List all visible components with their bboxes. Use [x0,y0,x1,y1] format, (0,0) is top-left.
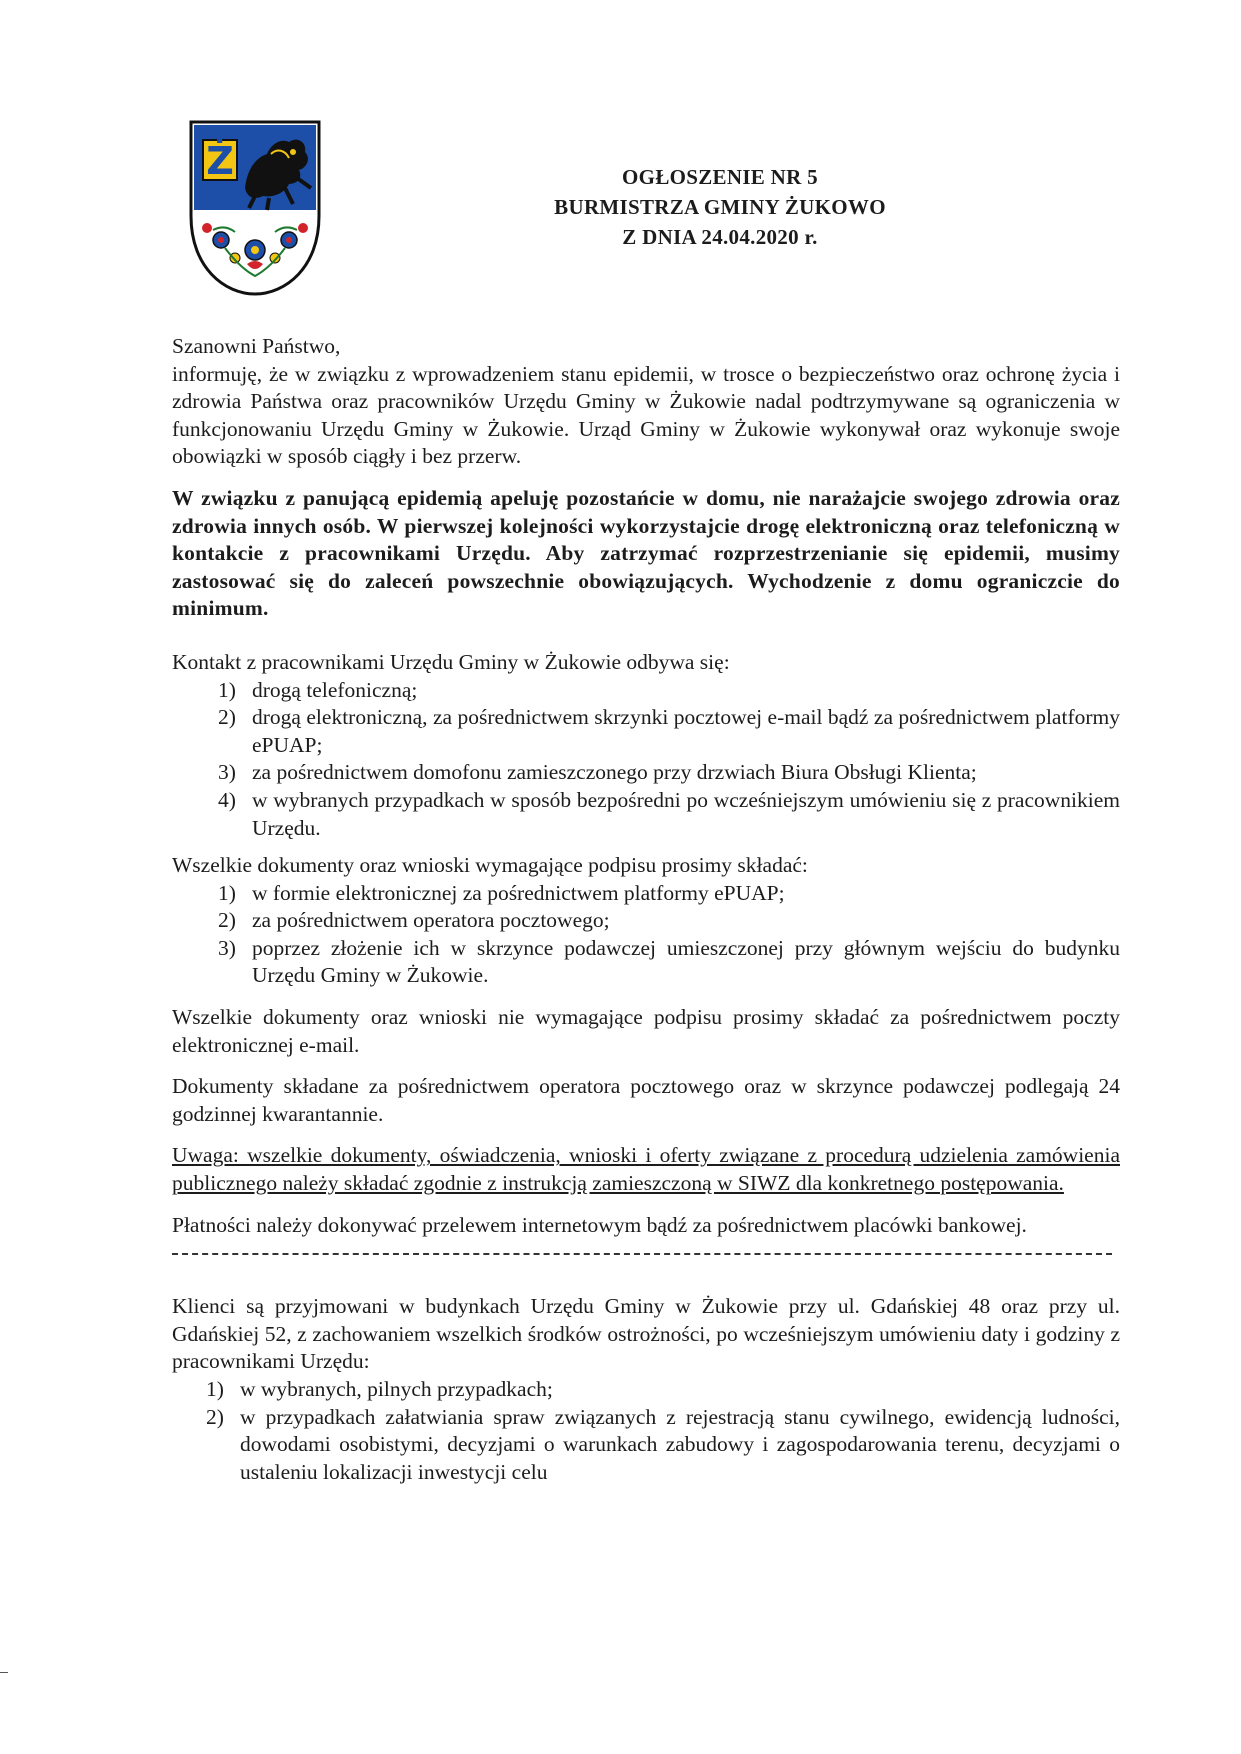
list-item [172,907,1120,935]
documents-section [172,852,1120,990]
announcement-header [470,162,970,252]
list-item [172,787,1120,842]
list-item [172,677,1120,705]
list-item [172,759,1120,787]
list-number: 1) [206,1377,224,1401]
list-text: w wybranych, pilnych przypadkach; [240,1377,553,1401]
scan-margin-mark [0,1672,8,1673]
list-number: 2) [218,908,236,933]
list-item [172,1376,1120,1404]
salutation: Szanowni Państwo, [172,334,341,358]
list-item [172,704,1120,759]
intro-paragraph: informuję, że w związku z wprowadzeniem stanu epidemii, w trosce o bezpieczeństwo oraz ochronę życia i zdrowia Państwa oraz pracowników Urzędu Gminy w Żukowie nadal podtrzymywane są ograniczenia w funkcjonowaniu Urzędu Gminy w Żukowie. Urząd Gminy w Żukowie wykonywał oraz wykonuje swoje obowiązki w sposób ciągły i bez przerw. [172,361,1120,469]
list-number: 1) [218,880,236,905]
header-line-2: BURMISTRZA GMINY ŻUKOWO [554,195,886,219]
quarantine-paragraph: Dokumenty składane za pośrednictwem operatora pocztowego oraz w skrzynce podawczej podlegają 24 godzinnej kwarantannie. [172,1074,1120,1126]
list-text: w przypadkach załatwiania spraw związanych z rejestracją stanu cywilnego, ewidencją ludności, dowodami osobistymi, decyzjami o warunkach zabudowy i zagospodarowania terenu, decyzjami o ustaleniu lokalizacji inwestycji celu [240,1404,1120,1484]
svg-text:Ż: Ż [206,139,234,183]
header-line-3: Z DNIA 24.04.2020 r. [622,225,818,249]
list-number: 3) [218,935,236,960]
clients-paragraph: Klienci są przyjmowani w budynkach Urzędu Gminy w Żukowie przy ul. Gdańskiej 48 oraz przy ul. Gdańskiej 52, z zachowaniem wszelkich środków ostrożności, po wcześniejszym umówieniu daty i godziny z pracownikami Urzędu: [172,1294,1120,1374]
payments-paragraph: Płatności należy dokonywać przelewem internetowym bądź za pośrednictwem placówki bankowej. [172,1212,1027,1237]
list-item [172,880,1120,908]
document-body [172,333,1120,1486]
contact-heading: Kontakt z pracownikami Urzędu Gminy w Żukowie odbywa się: [172,649,730,674]
documents-heading: Wszelkie dokumenty oraz wnioski wymagające podpisu prosimy składać: [172,853,808,878]
attention-paragraph: Uwaga: wszelkie dokumenty, oświadczenia, wnioski i oferty związane z procedurą udzielenia zamówienia publicznego należy składać zgodnie z instrukcją zamieszczoną w SIWZ dla konkretnego postępowania. [172,1143,1120,1196]
header-line-1: OGŁOSZENIE NR 5 [622,165,818,189]
contact-section [172,649,1120,842]
contact-list [172,677,1120,843]
no-signature-paragraph: Wszelkie dokumenty oraz wnioski nie wymagające podpisu prosimy składać za pośrednictwem poczty elektronicznej e-mail. [172,1005,1120,1057]
list-number: 4) [218,787,236,812]
list-text: drogą telefoniczną; [252,677,418,702]
dashed-divider [172,1253,1112,1255]
coat-of-arms-icon [185,118,325,298]
list-text: w wybranych przypadkach w sposób bezpośredni po wcześniejszym umówieniu się z pracownikiem Urzędu. [252,787,1120,840]
documents-list [172,880,1120,990]
list-number: 2) [206,1404,224,1429]
list-text: za pośrednictwem operatora pocztowego; [252,908,610,933]
list-item [172,1404,1120,1487]
list-item [172,935,1120,990]
list-text: poprzez złożenie ich w skrzynce podawczej umieszczonej przy głównym wejściu do budynku Urzędu Gminy w Żukowie. [252,935,1120,988]
list-number: 1) [218,677,236,702]
list-number: 3) [218,760,236,785]
list-text: drogą elektroniczną, za pośrednictwem skrzynki pocztowej e-mail bądź za pośrednictwem platformy ePUAP; [252,705,1120,757]
list-text: w formie elektronicznej za pośrednictwem platformy ePUAP; [252,880,785,905]
list-text: za pośrednictwem domofonu zamieszczonego przy drzwiach Biura Obsługi Klienta; [252,760,977,785]
list-number: 2) [218,705,236,730]
appeal-paragraph: W związku z panującą epidemią apeluję pozostańcie w domu, nie narażajcie swojego zdrowia oraz zdrowia innych osób. W pierwszej kolejności wykorzystajcie drogę elektroniczną oraz telefoniczną w kontakcie z pracownikami Urzędu. Aby zatrzymać rozprzestrzenianie się epidemii, musimy zastosować się do zaleceń powszechnie obowiązujących. Wychodzenie z domu ograniczcie do minimum. [172,485,1120,621]
clients-list [172,1376,1120,1486]
